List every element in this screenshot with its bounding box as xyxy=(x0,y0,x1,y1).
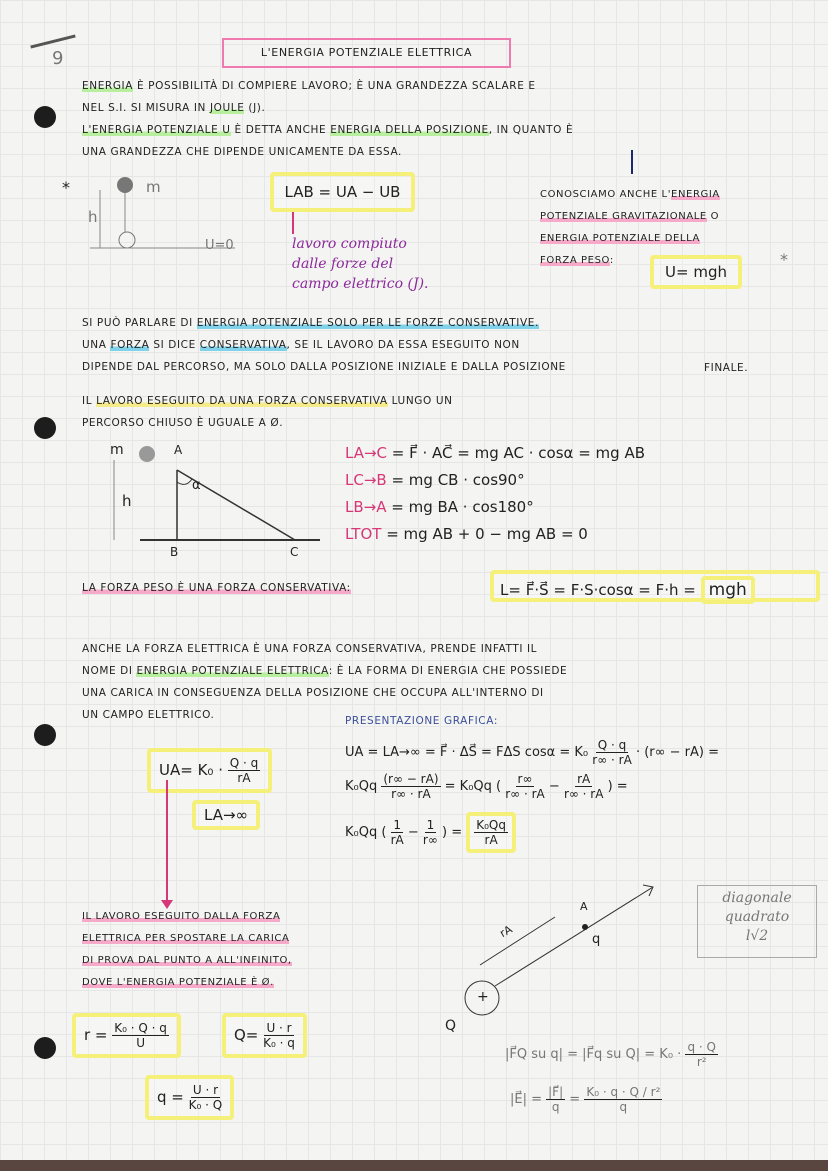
electric-paragraph xyxy=(82,638,567,726)
text-line xyxy=(540,228,720,250)
text-line xyxy=(82,390,453,412)
highlighted-text: FORZA PESO xyxy=(540,255,610,266)
text-line xyxy=(82,660,567,682)
point-b-label: B xyxy=(170,545,179,559)
text-segment: NOME DI xyxy=(82,665,137,677)
text-segment: SI PUÒ PARLARE DI xyxy=(82,317,197,329)
gravity-formula-box: U= mgh xyxy=(650,255,742,289)
text-line xyxy=(82,75,573,97)
text-segment: CONOSCIAMO ANCHE L' xyxy=(540,189,672,200)
mass-ball xyxy=(139,446,155,462)
weight-result: mgh xyxy=(701,576,755,604)
text-segment: UN CAMPO ELETTRICO. xyxy=(82,709,215,721)
field-magnitude-eq: |E⃗| = $\frac{|F⃗|}{q}$ = $\frac{\text{K₀ · q · Q / r²}}{q}$ xyxy=(510,1085,661,1114)
text-segment: SI DICE xyxy=(149,339,200,351)
text-line xyxy=(82,950,292,972)
graphic-eq-1: UA = LA→∞ = F⃗ · ΔS⃗ = FΔS cosα = K₀ $\frac{Q \cdot q}{r\infty \cdot rA}$ · (r∞ − rA) = xyxy=(345,738,719,767)
text-segment: È DETTA ANCHE xyxy=(230,124,331,136)
text-line xyxy=(82,906,292,928)
graphic-eq-2: K₀Qq $\frac{(r\infty - rA)}{r\infty \cdot rA}$ = K₀Qq ( $\frac{r\infty}{r\infty \cdot rA}$ − $\frac{rA}{r\infty \cdot rA}$ ) = xyxy=(345,772,628,801)
red-arrow xyxy=(292,212,294,234)
text-segment: LUNGO UN xyxy=(387,395,453,407)
work-eq: LB→A = mg BA · cos180° xyxy=(345,498,534,516)
ua-formula-box: UA= K₀ · $\frac{Q \cdot q}{rA}$ xyxy=(147,748,272,793)
r-formula-box: r = $\frac{\text{K₀ · Q · q}}{U}$ xyxy=(72,1013,181,1058)
point-c-label: C xyxy=(290,545,299,559)
force-magnitude-eq: |F⃗Q su q| = |F⃗q su Q| = K₀ · $\frac{q \cdot Q}{\text{r²}}$ xyxy=(505,1040,716,1069)
angle-label: α xyxy=(192,478,201,493)
graphic-title: PRESENTAZIONE GRAFICA: xyxy=(345,715,498,727)
binder-hole xyxy=(34,417,56,439)
text-segment: NEL S.I. SI MISURA IN xyxy=(82,102,210,114)
page-mark: 9 xyxy=(52,48,64,69)
text-line xyxy=(82,334,566,356)
highlighted-text: ENERGIA DELLA POSIZIONE xyxy=(330,124,489,136)
text-line xyxy=(540,184,720,206)
note-line: campo elettrico (J). xyxy=(292,276,429,292)
text-segment: : xyxy=(609,255,614,266)
text-segment: , SE IL LAVORO DA ESSA ESEGUITO NON xyxy=(286,339,520,351)
note-line: dalle forze del xyxy=(292,256,394,272)
binder-hole xyxy=(34,106,56,128)
source-charge-label: Q xyxy=(445,1018,457,1034)
work-infinity-paragraph xyxy=(82,906,292,994)
conservative-paragraph xyxy=(82,312,566,378)
highlighted-text: LAVORO ESEGUITO DA UNA FORZA CONSERVATIVA xyxy=(96,395,388,407)
point-a-label: A xyxy=(580,900,588,913)
star-mark: * xyxy=(62,178,70,197)
text-line xyxy=(82,972,292,994)
graphic-eq-3: K₀Qq ( $\frac{1}{rA}$ − $\frac{1}{r\infty}$ ) = $\frac{\text{K₀Qq}}{rA}$ xyxy=(345,812,516,853)
red-arrow xyxy=(166,780,168,902)
highlighted-text: DI PROVA DAL PUNTO A ALL'INFINITO, xyxy=(82,955,292,966)
weight-formula: L= F⃗·S⃗ = F·S·cosα = F·h = xyxy=(500,581,696,599)
text-segment: , IN QUANTO È xyxy=(488,124,574,136)
text-line xyxy=(82,141,573,163)
highlighted-text: CONSERVATIVA xyxy=(199,339,287,351)
highlighted-text: ELETTRICA PER SPOSTARE LA CARICA xyxy=(82,933,290,944)
blue-arrow xyxy=(631,150,633,174)
work-formula-box: LAB = UA − UB xyxy=(270,172,415,212)
closed-path-paragraph xyxy=(82,390,453,434)
text-segment: È POSSIBILITÀ DI COMPIERE LAVORO; È UNA GRANDEZZA SCALARE E xyxy=(133,80,536,92)
text-line xyxy=(82,928,292,950)
binder-hole xyxy=(34,1037,56,1059)
highlighted-text: L'ENERGIA POTENZIALE U xyxy=(82,124,231,136)
text-line xyxy=(82,312,566,334)
conservative-end: FINALE. xyxy=(704,362,749,374)
work-eq: LA→C = F⃗ · AC⃗ = mg AC · cosα = mg AB xyxy=(345,444,645,462)
text-line xyxy=(82,356,566,378)
height-label: h xyxy=(122,492,132,510)
la-box: LA→∞ xyxy=(192,800,260,830)
highlighted-text: ENERGIA POTENZIALE ELETTRICA xyxy=(136,665,329,677)
desk-edge xyxy=(0,1160,828,1171)
mass-label: m xyxy=(146,178,161,196)
highlighted-text: ENERGIA POTENZIALE SOLO PER LE FORZE CONSERVATIVE. xyxy=(196,317,539,329)
highlighted-text: POTENZIALE GRAVITAZIONALE xyxy=(540,211,707,222)
star-mark: * xyxy=(780,250,788,269)
height-label: h xyxy=(88,208,98,226)
ground-label: U=0 xyxy=(205,238,234,253)
work-note xyxy=(292,234,428,294)
text-line xyxy=(82,412,453,434)
q-source-formula-box: Q= $\frac{U \cdot r}{\text{K₀ · q}}$ xyxy=(222,1013,307,1058)
highlighted-text: ENERGIA POTENZIALE DELLA xyxy=(540,233,700,244)
text-segment: IL xyxy=(82,395,97,407)
mass-label: m xyxy=(110,442,124,458)
intro-paragraph xyxy=(82,75,573,163)
distance-label: rA xyxy=(497,922,515,941)
text-segment: : È LA FORMA DI ENERGIA CHE POSSIEDE xyxy=(328,665,568,677)
text-line xyxy=(82,119,573,141)
plus-sign: + xyxy=(477,989,489,1005)
highlighted-text: ENERGIA xyxy=(82,80,134,92)
weight-statement: LA FORZA PESO È UNA FORZA CONSERVATIVA: xyxy=(82,582,351,594)
text-line xyxy=(82,638,567,660)
text-segment: PERCORSO CHIUSO È UGUALE A Ø. xyxy=(82,417,284,429)
work-equations xyxy=(345,440,645,548)
text-segment: DIPENDE DAL PERCORSO, MA SOLO DALLA POSIZIONE INIZIALE E DALLA POSIZIONE xyxy=(82,361,566,373)
text-line xyxy=(540,206,720,228)
q-test-formula-box: q = $\frac{U \cdot r}{\text{K₀ · Q}}$ xyxy=(145,1075,234,1120)
mass-ball xyxy=(117,177,133,193)
page-title: L'ENERGIA POTENZIALE ELETTRICA xyxy=(222,38,511,68)
text-segment: O xyxy=(706,211,720,222)
test-charge-label: q xyxy=(592,932,601,947)
point-a xyxy=(582,924,588,930)
note-line: lavoro compiuto xyxy=(292,236,407,252)
text-line xyxy=(82,97,573,119)
side-note: diagonale quadrato l√2 xyxy=(697,885,817,958)
highlighted-text: IL LAVORO ESEGUITO DALLA FORZA xyxy=(82,911,281,922)
work-eq: LTOT = mg AB + 0 − mg AB = 0 xyxy=(345,525,588,543)
ground-ball xyxy=(119,232,135,248)
highlighted-text: JOULE xyxy=(209,102,245,114)
binder-hole xyxy=(34,724,56,746)
highlighted-text: ENERGIA xyxy=(671,189,720,200)
highlighted-text: FORZA xyxy=(110,339,150,351)
text-segment: ANCHE LA FORZA ELETTRICA È UNA FORZA CONSERVATIVA, PRENDE INFATTI IL xyxy=(82,643,538,655)
text-segment: UNA GRANDEZZA CHE DIPENDE UNICAMENTE DA ESSA. xyxy=(82,146,402,158)
weight-formula-box xyxy=(490,570,820,602)
point-a-label: A xyxy=(174,443,183,457)
text-segment: UNA xyxy=(82,339,111,351)
text-segment: (J). xyxy=(244,102,266,114)
text-segment: UNA CARICA IN CONSEGUENZA DELLA POSIZIONE CHE OCCUPA ALL'INTERNO DI xyxy=(82,687,544,699)
work-eq: LC→B = mg CB · cos90° xyxy=(345,471,525,489)
pen-mark xyxy=(30,34,75,48)
highlighted-text: DOVE L'ENERGIA POTENZIALE È Ø. xyxy=(82,977,274,988)
text-line xyxy=(82,682,567,704)
height-diagram xyxy=(85,170,265,260)
